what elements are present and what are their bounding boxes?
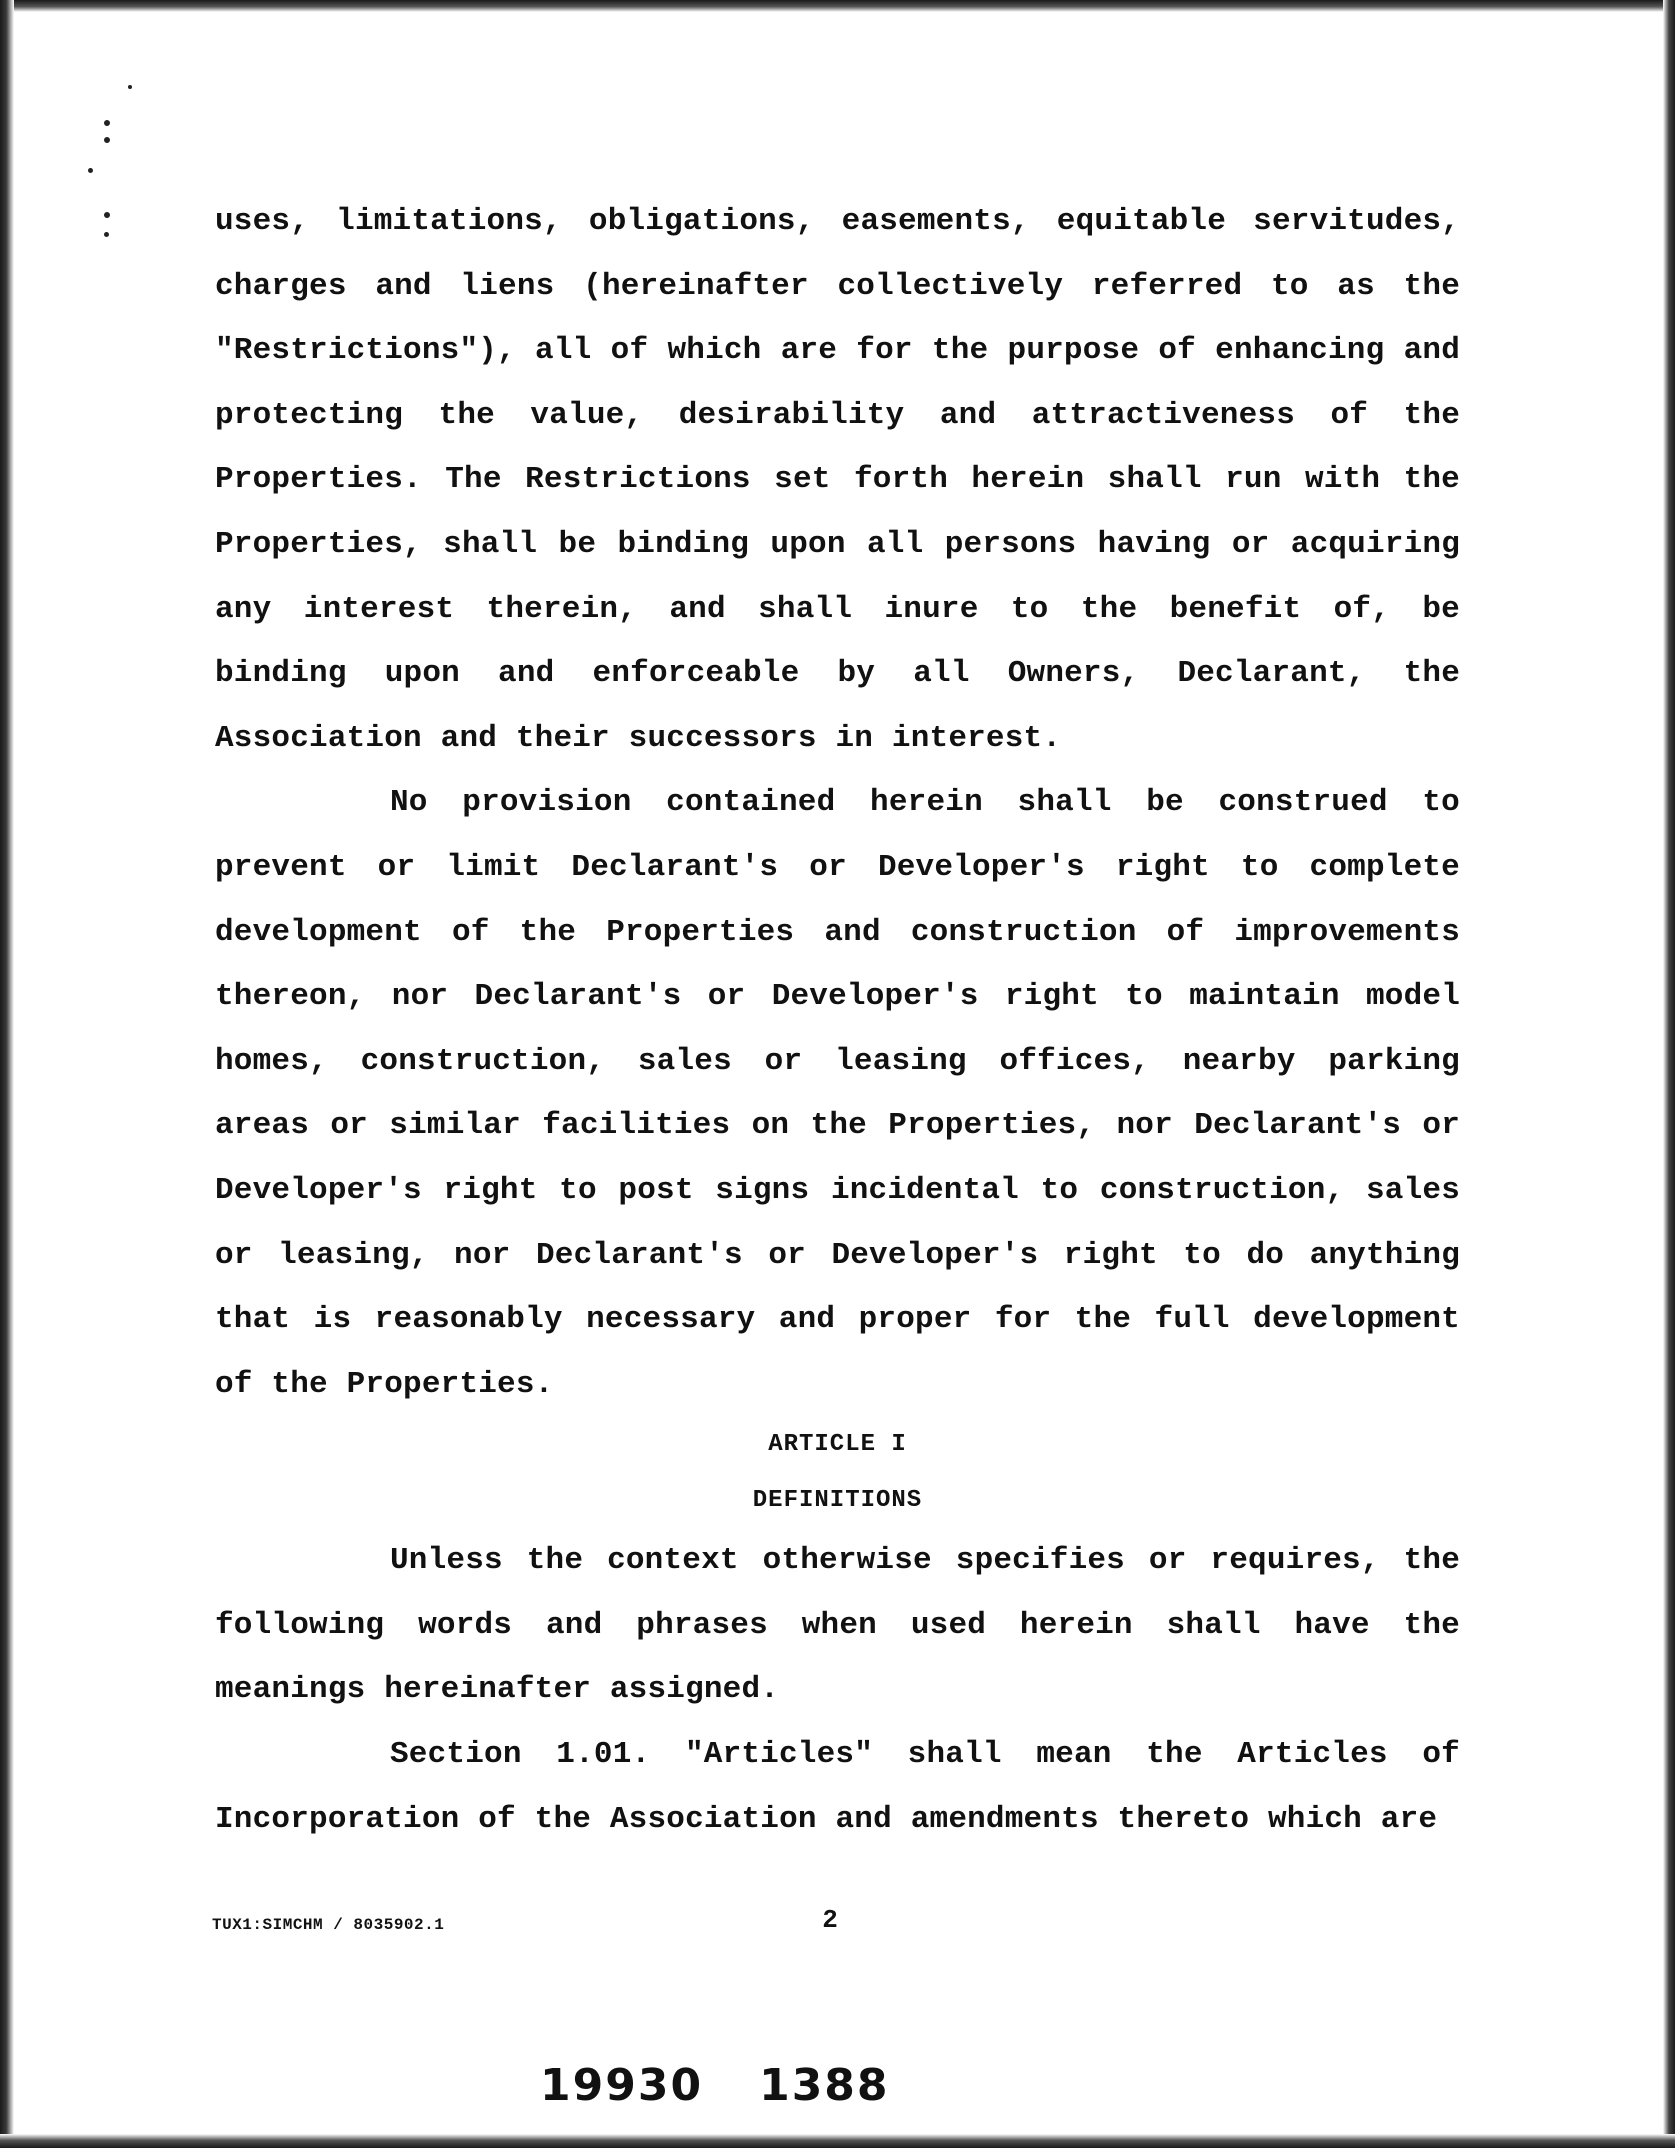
article-heading: ARTICLE I xyxy=(768,1431,907,1459)
paragraph-section-1-01: Section 1.01. "Articles" shall mean the Articles of Incorporation of the Association and amendments thereto which are xyxy=(215,1737,1460,1837)
scan-edge-top xyxy=(0,0,1675,12)
paragraph-restrictions: uses, limitations, obligations, easements, equitable servitudes, charges and liens (hereinafter collectively referred to as the "Restrictions"), all of which are for the purpose of enhancing and protecting the value, desirability and attractiveness of the Properties. The Restrictions set forth herein shall run with the Properties, shall be binding upon all persons having or acquiring any interest therein, and shall inure to the benefit of, be binding upon and enforceable by all Owners, Declarant, the Association and their successors in interest. xyxy=(215,204,1460,756)
article-title: DEFINITIONS xyxy=(752,1487,923,1515)
scan-edge-left xyxy=(0,0,14,2148)
paragraph-developer-rights: No provision contained herein shall be construed to prevent or limit Declarant's or Developer's right to complete development of the Properties and construction of improvements thereon, nor Declarant's or Developer's right to maintain model homes, construction, sales or leasing offices, nearby parking areas or similar facilities on the Properties, nor Declarant's or Developer's right to post signs incidental to construction, sales or leasing, nor Declarant's or Developer's right to do anything that is reasonably necessary and proper for the full development of the Properties. xyxy=(215,785,1460,1402)
scan-edge-bottom xyxy=(0,2134,1675,2148)
document-body xyxy=(215,190,1460,1852)
scan-speck xyxy=(104,137,110,143)
scan-speck xyxy=(104,232,109,237)
scan-speck xyxy=(128,85,132,89)
scan-speck xyxy=(104,212,110,218)
page-number: 2 xyxy=(822,1905,838,1935)
stamp-book-number: 19930 xyxy=(540,2060,704,2111)
stamp-page-number: 1388 xyxy=(759,2060,890,2111)
scan-speck xyxy=(88,168,93,173)
file-reference: TUX1:SIMCHM / 8035902.1 xyxy=(212,1916,445,1934)
recording-stamp xyxy=(540,2060,890,2111)
scan-speck xyxy=(104,120,110,126)
scan-edge-right xyxy=(1663,0,1675,2148)
paragraph-definitions-intro: Unless the context otherwise specifies or requires, the following words and phrases when used herein shall have the meanings hereinafter assigned. xyxy=(215,1543,1460,1708)
